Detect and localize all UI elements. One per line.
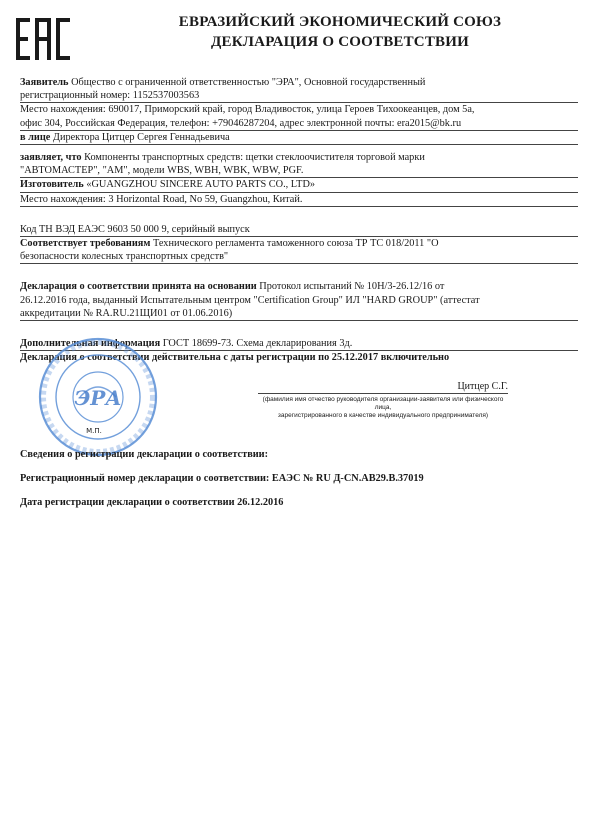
declares-text: Компоненты транспортных средств: щетки стеклоочистителя торговой марки (81, 152, 425, 164)
basis-label: Декларация о соответствии принята на основании (20, 281, 257, 293)
complies-text: Технического регламента таможенного союза ТР ТС 018/2011 "О (150, 238, 439, 250)
applicant-ogrn: регистрационный номер: 1152537003563 (20, 89, 578, 103)
validity-text: по 25.12.2017 включительно (315, 352, 450, 364)
representative-text: Директора Цитцер Сергея Геннадьевича (50, 131, 230, 143)
complies-line (20, 237, 578, 250)
location-line1: Место нахождения: 690017, Приморский край, город Владивосток, улица Героев Тихоокеанцев, дом 5а, (20, 104, 475, 116)
declaration-body (20, 76, 578, 364)
basis-line (20, 280, 578, 293)
additional-text: ГОСТ 18699-73. Схема декларирования 3д. (160, 338, 353, 350)
signature-name: Цитцер С.Г. (457, 381, 508, 392)
complies-regulation: безопасности колесных транспортных средств" (20, 250, 578, 264)
signature-note (258, 396, 508, 420)
applicant-text: Общество с ограниченной ответственностью "ЭРА", Основной государственный (68, 77, 426, 88)
declares-label: заявляет, что (20, 152, 82, 164)
registration-number: Регистрационный номер декларации о соответствии: ЕАЭС № RU Д-CN.АВ29.В.37019 (20, 473, 424, 484)
representative-label: в лице (20, 131, 51, 143)
additional-label: Дополнительная информация (20, 338, 161, 350)
basis-line2: 26.12.2016 года, выданный Испытательным центром "Certification Group" ИЛ "HARD GROUP" (аттестат (20, 294, 480, 306)
manufacturer-location: Место нахождения: 3 Horizontal Road, No 59, Guangzhou, Китай. (20, 193, 578, 207)
signature-rule (258, 393, 508, 394)
representative-line (20, 131, 578, 145)
header-union: ЕВРАЗИЙСКИЙ ЭКОНОМИЧЕСКИЙ СОЮЗ (178, 14, 502, 30)
validity-label: Декларация о соответствии действительна с даты регистрации (20, 352, 316, 364)
location-line2: офис 304, Российская Федерация, телефон: +79046287204, адрес электронной почты: era2015@bk.ru (20, 117, 578, 131)
declares-models: "АВТОМАСТЕР", "AM", модели WBS, WBH, WBK, WBW, PGF. (20, 164, 578, 178)
document-header (120, 12, 560, 52)
eac-logo (14, 14, 72, 64)
seal-stamp (36, 335, 160, 459)
header-declaration: ДЕКЛАРАЦИЯ О СООТВЕТСТВИИ (211, 34, 469, 50)
code-line: Код ТН ВЭД ЕАЭС 9603 50 000 9, серийный выпуск (20, 223, 578, 237)
applicant-label: Заявитель (20, 77, 69, 88)
basis-line3: аккредитации № RA.RU.21ЩИ01 от 01.06.2016) (20, 307, 578, 321)
applicant-line (20, 76, 578, 89)
registration-date: Дата регистрации декларации о соответствии 26.12.2016 (20, 497, 284, 508)
manufacturer-label: Изготовитель (20, 179, 84, 191)
registration-block (20, 448, 578, 520)
registration-title: Сведения о регистрации декларации о соответствии: (20, 449, 269, 460)
declares-line (20, 151, 578, 164)
signature-note-1: (фамилия имя отчество руководителя организации-заявителя или физического лица, (262, 396, 504, 411)
manufacturer-line (20, 178, 578, 192)
basis-text: Протокол испытаний № 10Н/3-26.12/16 от (256, 281, 445, 293)
complies-label: Соответствует требованиям (20, 238, 151, 250)
signature-note-2: зарегистрированного в качестве индивидуального предпринимателя) (277, 412, 489, 419)
stamp-center-text: ЭРА (74, 386, 122, 410)
manufacturer-text: «GUANGZHOU SINCERE AUTO PARTS CO., LTD» (83, 179, 316, 191)
stamp-mp-text: М.П. (86, 427, 102, 435)
